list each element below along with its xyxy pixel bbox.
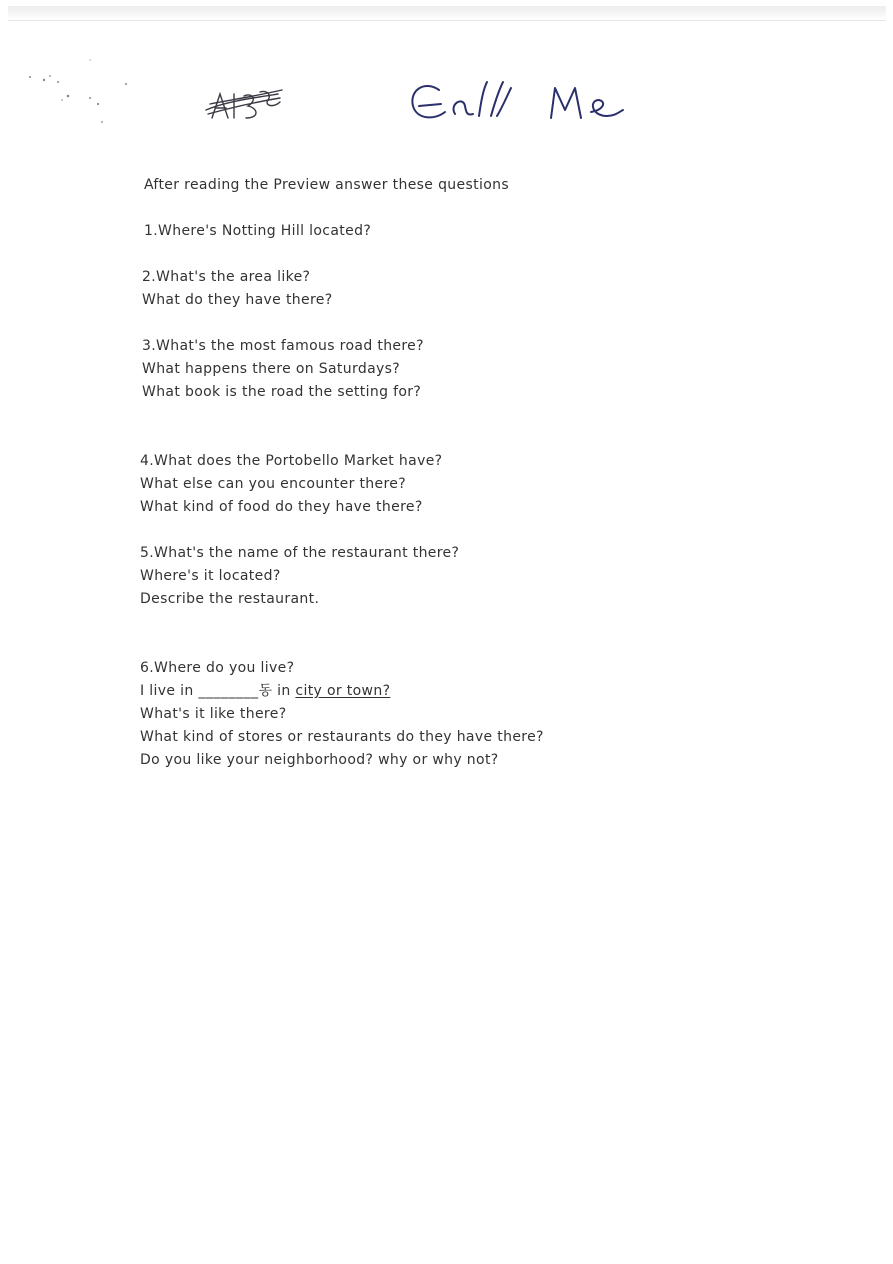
crossed-out-scribble [200,80,290,124]
question-line: What else can you encounter there? [140,476,407,492]
fill-prefix: I live in [140,683,194,699]
question-5 [140,542,700,611]
question-line: 5.What's the name of the restaurant there? [140,545,460,561]
question-line: Where's it located? [140,568,281,584]
question-line: Do you like your neighborhood? why or why not? [140,752,499,768]
question-line: What's it like there? [140,706,287,722]
handwritten-title [405,74,635,134]
fill-in-line [140,680,700,703]
scan-speckles [22,52,142,132]
korean-suffix: 동 [258,683,273,699]
fill-connector: in [277,683,291,699]
question-line: 1.Where's Notting Hill located? [144,223,372,239]
question-line: 3.What's the most famous road there? [142,338,424,354]
question-4 [140,450,700,519]
underlined-choice: city or town? [295,683,391,699]
question-line: What kind of stores or restaurants do they have there? [140,729,544,745]
question-line: What do they have there? [142,292,333,308]
question-line: 6.Where do you live? [140,660,295,676]
question-line: Describe the restaurant. [140,591,320,607]
answer-blank: ________ [198,683,259,699]
worksheet-body [140,174,700,772]
instruction-text: After reading the Preview answer these questions [144,177,509,193]
question-line: What happens there on Saturdays? [142,361,401,377]
question-3 [142,335,700,404]
question-6 [140,657,700,772]
question-line: What kind of food do they have there? [140,499,423,515]
question-line: 2.What's the area like? [142,269,311,285]
question-1 [144,220,700,243]
scan-top-edge [8,6,886,21]
question-2 [142,266,700,312]
question-line: 4.What does the Portobello Market have? [140,453,443,469]
question-line: What book is the road the setting for? [142,384,422,400]
